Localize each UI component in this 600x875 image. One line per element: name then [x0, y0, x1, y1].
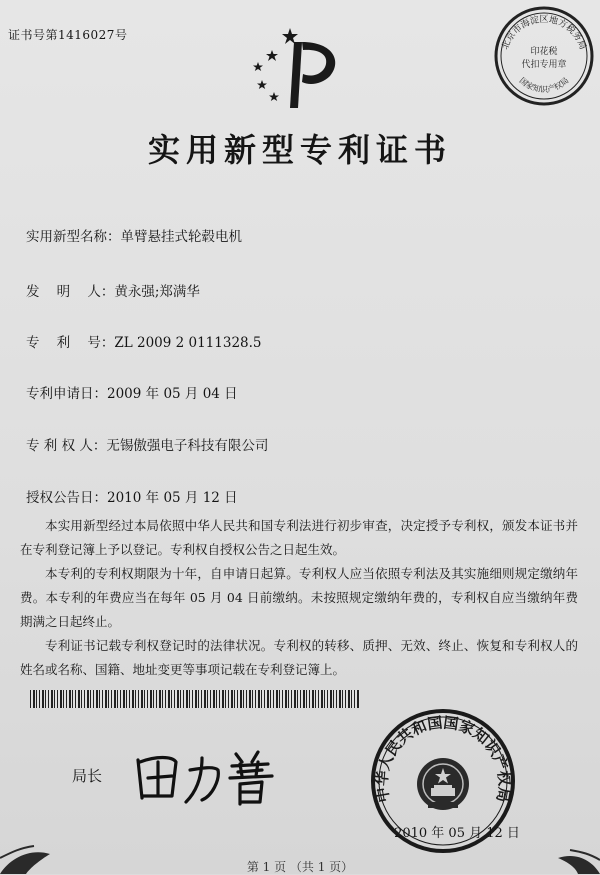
logo-star — [253, 62, 263, 71]
field-grant-date — [26, 486, 238, 506]
seal-ring-text: 中华人民共和国国家知识产权局 — [372, 713, 514, 804]
tax-stamp-center-line2: 代扣专用章 — [521, 60, 567, 70]
national-emblem-icon — [417, 758, 469, 810]
field-value: 单臂悬挂式轮毂电机 — [120, 229, 242, 245]
sipo-logo-icon — [232, 22, 350, 114]
field-label: 授权公告日： — [26, 490, 107, 506]
field-label: 专 利 号： — [26, 335, 115, 351]
field-label: 发 明 人： — [26, 284, 115, 300]
field-value: 无锡傲强电子科技有限公司 — [106, 438, 269, 454]
page-footer: 第 1 页 （共 1 页） — [246, 860, 354, 874]
field-patent-number — [26, 331, 262, 351]
field-value: 2010 年 05 月 12 日 — [107, 490, 238, 506]
tax-stamp-ring-text: 北京市海淀区地方税务局 — [500, 15, 588, 52]
field-value: ZL 2009 2 0111328.5 — [114, 335, 262, 351]
field-value: 2009 年 05 月 04 日 — [107, 386, 238, 402]
certificate-number: 证书号第1416027号 — [8, 28, 128, 42]
field-utility-model-name — [26, 225, 242, 245]
field-label: 专利申请日： — [26, 386, 107, 402]
logo-stroke — [290, 42, 302, 108]
logo-p-curve — [302, 42, 335, 84]
field-label: 专 利 权 人： — [26, 438, 107, 454]
document-title: 实用新型专利证书 — [147, 131, 452, 169]
logo-star-large — [282, 28, 298, 44]
certificate-body — [20, 514, 578, 682]
body-paragraph: 专利证书记载专利权登记时的法律状况。专利权的转移、质押、无效、终止、恢复和专利权人的姓名或名称、国籍、地址变更等事项记载在专利登记簿上。 — [20, 638, 578, 677]
field-value: 黄永强;郑满华 — [114, 284, 200, 300]
field-label: 实用新型名称： — [26, 229, 121, 245]
logo-star — [257, 80, 267, 89]
field-filing-date — [26, 382, 238, 402]
tax-stamp-bottom-text: 国家知识产权局 — [517, 75, 571, 94]
body-paragraph: 本专利的专利权期限为十年，自申请日起算。专利权人应当依照专利法及其实施细则规定缴纳年费。本专利的年费应当在每年 05 月 04 日前缴纳。未按照规定缴纳年费的，专利权自应当缴纳年费期满之日起终止。 — [20, 566, 578, 629]
svg-text:国家知识产权局 — [518, 76, 571, 94]
field-patentee — [26, 434, 268, 454]
logo-star — [269, 92, 279, 101]
director-label: 局长 — [72, 767, 103, 785]
logo-star — [266, 50, 278, 61]
tax-stamp-icon — [492, 4, 596, 108]
barcode — [30, 690, 360, 708]
body-paragraph: 本实用新型经过本局依照中华人民共和国专利法进行初步审查，决定授予专利权，颁发本证书并在专利登记簿上予以登记。专利权自授权公告之日起生效。 — [20, 518, 578, 557]
director-signature-icon — [128, 740, 288, 810]
seal-date: 2010 年 05 月 12 日 — [394, 826, 520, 841]
tax-stamp-center-line1: 印花税 — [530, 47, 558, 57]
field-inventor — [26, 280, 200, 300]
